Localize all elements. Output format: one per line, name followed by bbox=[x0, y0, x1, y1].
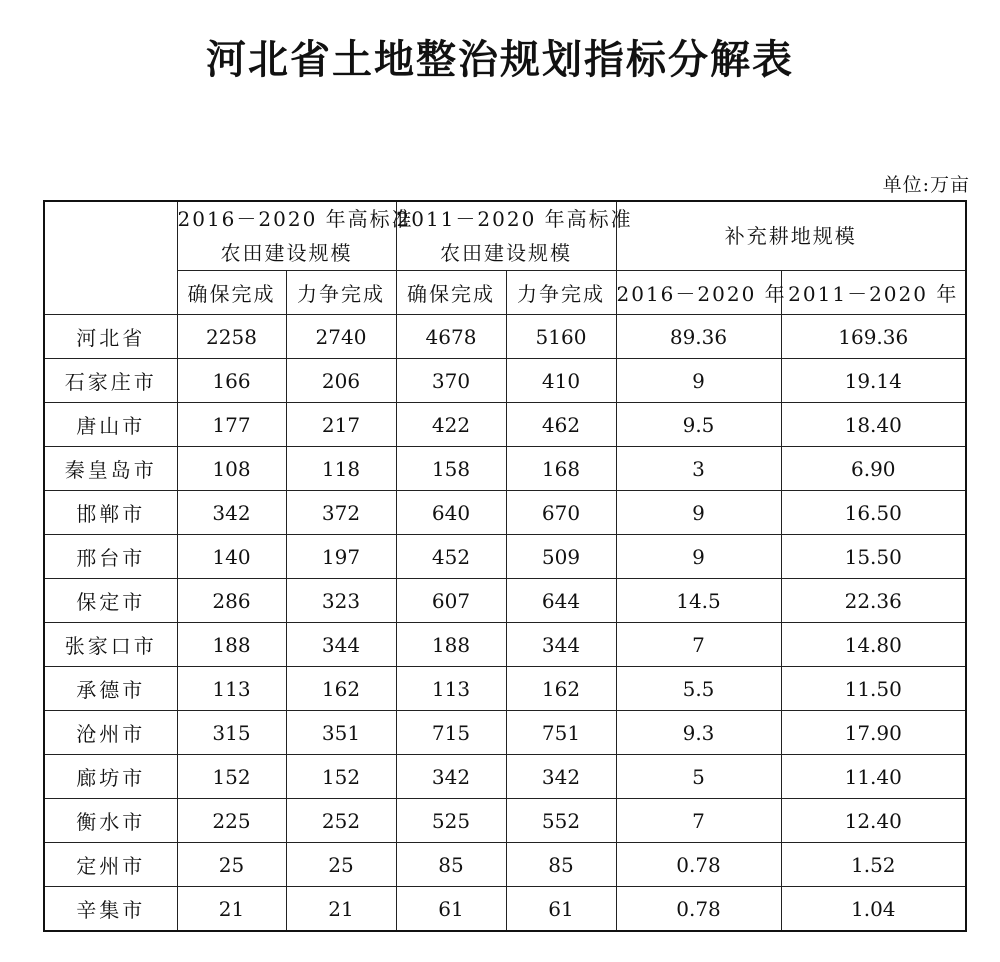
table-row bbox=[44, 623, 966, 667]
region-name-cell: 河北省 bbox=[44, 315, 177, 359]
value-cell: 9.3 bbox=[616, 711, 781, 755]
allocation-table bbox=[43, 200, 967, 932]
value-cell: 85 bbox=[506, 843, 616, 887]
subheader-cell: 确保完成 bbox=[177, 271, 286, 315]
value-cell: 0.78 bbox=[616, 843, 781, 887]
value-cell: 0.78 bbox=[616, 887, 781, 932]
value-cell: 9 bbox=[616, 535, 781, 579]
region-name-cell: 廊坊市 bbox=[44, 755, 177, 799]
subheader-cell: 2011－2020 年 bbox=[781, 271, 966, 315]
value-cell: 462 bbox=[506, 403, 616, 447]
table-row bbox=[44, 359, 966, 403]
value-cell: 152 bbox=[177, 755, 286, 799]
value-cell: 422 bbox=[396, 403, 506, 447]
value-cell: 252 bbox=[286, 799, 396, 843]
value-cell: 22.36 bbox=[781, 579, 966, 623]
value-cell: 640 bbox=[396, 491, 506, 535]
value-cell: 410 bbox=[506, 359, 616, 403]
region-name-cell: 张家口市 bbox=[44, 623, 177, 667]
value-cell: 344 bbox=[506, 623, 616, 667]
value-cell: 2740 bbox=[286, 315, 396, 359]
group-header-line: 2011－2020 年高标准 bbox=[396, 207, 633, 231]
value-cell: 158 bbox=[396, 447, 506, 491]
region-name-cell: 保定市 bbox=[44, 579, 177, 623]
value-cell: 9 bbox=[616, 359, 781, 403]
subheader-cell: 力争完成 bbox=[286, 271, 396, 315]
value-cell: 21 bbox=[177, 887, 286, 932]
value-cell: 1.52 bbox=[781, 843, 966, 887]
value-cell: 162 bbox=[286, 667, 396, 711]
value-cell: 169.36 bbox=[781, 315, 966, 359]
value-cell: 197 bbox=[286, 535, 396, 579]
value-cell: 2258 bbox=[177, 315, 286, 359]
region-name-cell: 邯郸市 bbox=[44, 491, 177, 535]
value-cell: 644 bbox=[506, 579, 616, 623]
region-name-cell: 唐山市 bbox=[44, 403, 177, 447]
value-cell: 25 bbox=[177, 843, 286, 887]
group-header-line: 农田建设规模 bbox=[220, 241, 353, 265]
value-cell: 177 bbox=[177, 403, 286, 447]
group-header-supplement: 补充耕地规模 bbox=[616, 201, 966, 271]
group-header-hs-2011-2020 bbox=[396, 201, 633, 271]
table-row bbox=[44, 711, 966, 755]
page-title: 河北省土地整治规划指标分解表 bbox=[206, 37, 794, 83]
table-row bbox=[44, 799, 966, 843]
value-cell: 16.50 bbox=[781, 491, 966, 535]
value-cell: 3 bbox=[616, 447, 781, 491]
value-cell: 152 bbox=[286, 755, 396, 799]
value-cell: 25 bbox=[286, 843, 396, 887]
value-cell: 751 bbox=[506, 711, 616, 755]
value-cell: 607 bbox=[396, 579, 506, 623]
value-cell: 162 bbox=[506, 667, 616, 711]
value-cell: 85 bbox=[396, 843, 506, 887]
subheader-cell: 2016－2020 年 bbox=[616, 271, 781, 315]
value-cell: 552 bbox=[506, 799, 616, 843]
group-header-line: 农田建设规模 bbox=[440, 241, 572, 265]
table-row bbox=[44, 579, 966, 623]
value-cell: 6.90 bbox=[781, 447, 966, 491]
value-cell: 19.14 bbox=[781, 359, 966, 403]
table-row bbox=[44, 403, 966, 447]
value-cell: 12.40 bbox=[781, 799, 966, 843]
value-cell: 323 bbox=[286, 579, 396, 623]
value-cell: 452 bbox=[396, 535, 506, 579]
value-cell: 17.90 bbox=[781, 711, 966, 755]
value-cell: 342 bbox=[396, 755, 506, 799]
region-name-cell: 秦皇岛市 bbox=[44, 447, 177, 491]
value-cell: 11.40 bbox=[781, 755, 966, 799]
value-cell: 18.40 bbox=[781, 403, 966, 447]
value-cell: 5160 bbox=[506, 315, 616, 359]
value-cell: 113 bbox=[396, 667, 506, 711]
value-cell: 9 bbox=[616, 491, 781, 535]
value-cell: 217 bbox=[286, 403, 396, 447]
value-cell: 286 bbox=[177, 579, 286, 623]
value-cell: 9.5 bbox=[616, 403, 781, 447]
value-cell: 225 bbox=[177, 799, 286, 843]
value-cell: 370 bbox=[396, 359, 506, 403]
value-cell: 351 bbox=[286, 711, 396, 755]
region-name-cell: 承德市 bbox=[44, 667, 177, 711]
region-header-cell bbox=[44, 201, 177, 315]
region-name-cell: 邢台市 bbox=[44, 535, 177, 579]
value-cell: 342 bbox=[506, 755, 616, 799]
value-cell: 206 bbox=[286, 359, 396, 403]
value-cell: 118 bbox=[286, 447, 396, 491]
region-name-cell: 辛集市 bbox=[44, 887, 177, 932]
region-name-cell: 沧州市 bbox=[44, 711, 177, 755]
table-row bbox=[44, 755, 966, 799]
table-row bbox=[44, 315, 966, 359]
value-cell: 168 bbox=[506, 447, 616, 491]
value-cell: 11.50 bbox=[781, 667, 966, 711]
table-row bbox=[44, 535, 966, 579]
value-cell: 1.04 bbox=[781, 887, 966, 932]
value-cell: 14.80 bbox=[781, 623, 966, 667]
subheader-cell: 力争完成 bbox=[506, 271, 616, 315]
table-row bbox=[44, 491, 966, 535]
value-cell: 342 bbox=[177, 491, 286, 535]
group-header-line: 2016－2020 年高标准 bbox=[177, 207, 414, 231]
value-cell: 525 bbox=[396, 799, 506, 843]
table-row bbox=[44, 887, 966, 932]
region-name-cell: 衡水市 bbox=[44, 799, 177, 843]
value-cell: 14.5 bbox=[616, 579, 781, 623]
value-cell: 7 bbox=[616, 799, 781, 843]
table-row bbox=[44, 447, 966, 491]
value-cell: 166 bbox=[177, 359, 286, 403]
table-row bbox=[44, 667, 966, 711]
table-row bbox=[44, 843, 966, 887]
value-cell: 5.5 bbox=[616, 667, 781, 711]
value-cell: 344 bbox=[286, 623, 396, 667]
value-cell: 7 bbox=[616, 623, 781, 667]
value-cell: 509 bbox=[506, 535, 616, 579]
value-cell: 4678 bbox=[396, 315, 506, 359]
value-cell: 108 bbox=[177, 447, 286, 491]
value-cell: 113 bbox=[177, 667, 286, 711]
value-cell: 372 bbox=[286, 491, 396, 535]
header-row-sub bbox=[44, 271, 966, 315]
value-cell: 61 bbox=[396, 887, 506, 932]
header-row-groups bbox=[44, 201, 966, 271]
value-cell: 188 bbox=[177, 623, 286, 667]
subheader-cell: 确保完成 bbox=[396, 271, 506, 315]
region-name-cell: 定州市 bbox=[44, 843, 177, 887]
value-cell: 89.36 bbox=[616, 315, 781, 359]
value-cell: 21 bbox=[286, 887, 396, 932]
value-cell: 5 bbox=[616, 755, 781, 799]
region-name-cell: 石家庄市 bbox=[44, 359, 177, 403]
value-cell: 670 bbox=[506, 491, 616, 535]
unit-label: 单位:万亩 bbox=[882, 174, 970, 196]
value-cell: 140 bbox=[177, 535, 286, 579]
value-cell: 315 bbox=[177, 711, 286, 755]
value-cell: 188 bbox=[396, 623, 506, 667]
group-header-hs-2016-2020 bbox=[177, 201, 414, 271]
value-cell: 715 bbox=[396, 711, 506, 755]
value-cell: 61 bbox=[506, 887, 616, 932]
value-cell: 15.50 bbox=[781, 535, 966, 579]
